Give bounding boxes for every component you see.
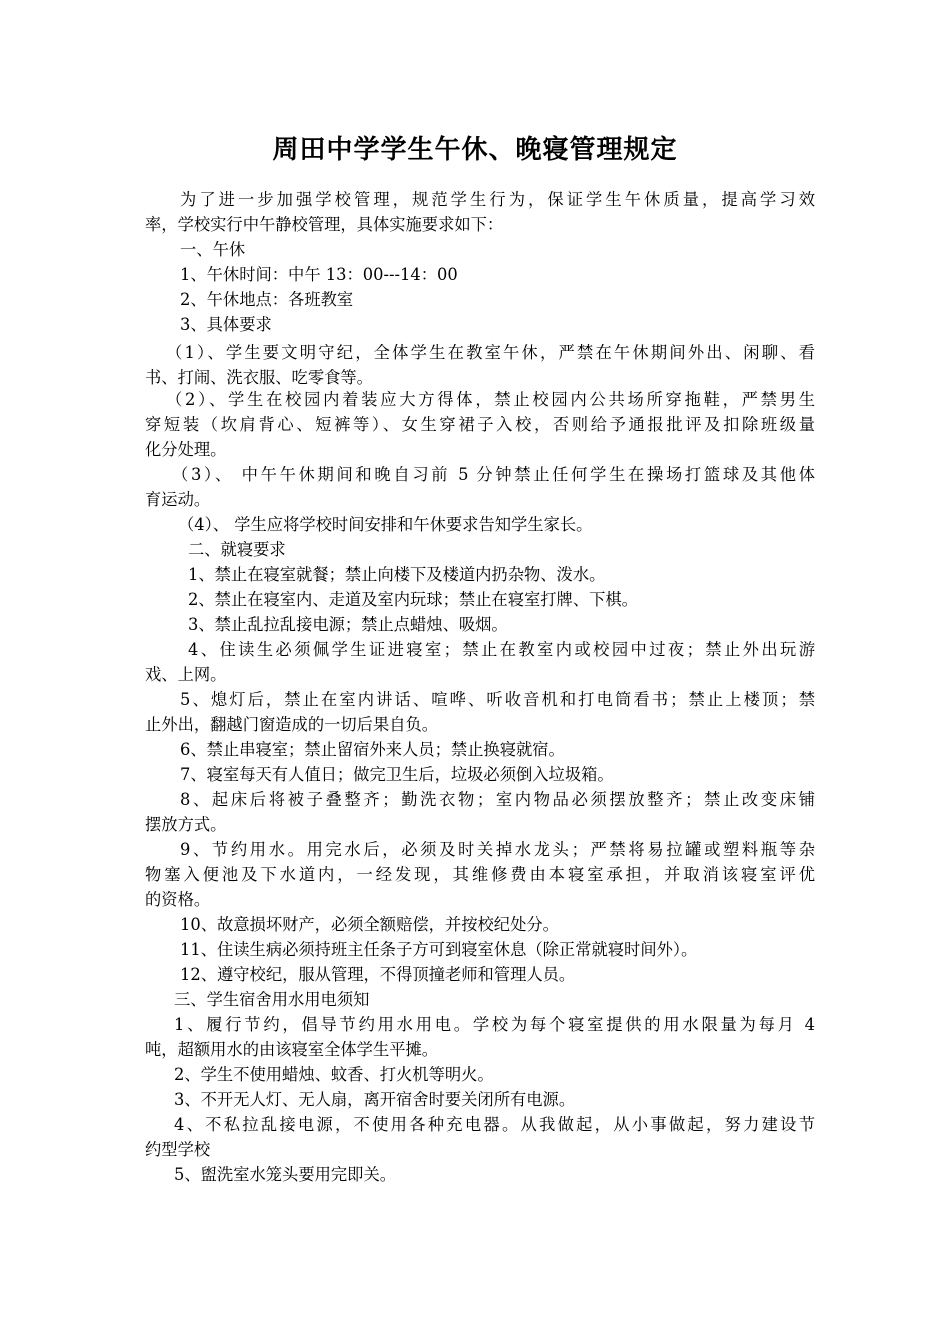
paragraph-line: 12、遵守校纪，服从管理，不得顶撞老师和管理人员。: [180, 965, 576, 984]
paragraph-line: 5、盥洗室水笼头要用完即关。: [174, 1165, 397, 1184]
paragraph-line: （2）、学生在校园内着装应大方得体，禁止校园内公共场所穿拖鞋，严禁男生: [166, 390, 815, 409]
paragraph-line: 6、禁止串寝室；禁止留宿外来人员；禁止换寝就宿。: [180, 740, 565, 759]
paragraph-line: 9、节约用水。用完水后，必须及时关掉水龙头；严禁将易拉罐或塑料瓶等杂: [180, 840, 815, 859]
paragraph-line: 的资格。: [145, 890, 211, 909]
paragraph-line: 11、住读生病必须持班主任条子方可到寝室休息（除正常就寝时间外）。: [180, 940, 698, 959]
paragraph-line: 8、起床后将被子叠整齐；勤洗衣物；室内物品必须摆放整齐；禁止改变床铺: [180, 790, 815, 809]
paragraph-line: 4、不私拉乱接电源，不使用各种充电器。从我做起，从小事做起，努力建设节: [174, 1115, 815, 1134]
paragraph-line: 止外出，翻越门窗造成的一切后果自负。: [145, 715, 439, 734]
paragraph-line: 5、熄灯后，禁止在室内讲话、喧哗、听收音机和打电筒看书；禁止上楼顶；禁: [180, 690, 815, 709]
paragraph-line: 3、不开无人灯、无人扇，离开宿舍时要关闭所有电源。: [174, 1090, 576, 1109]
paragraph-line: 1、禁止在寝室就餐；禁止向楼下及楼道内扔杂物、泼水。: [188, 565, 606, 584]
paragraph-line: 穿短装（坎肩背心、短裤等）、女生穿裙子入校，否则给予通报批评及扣除班级量: [145, 415, 815, 434]
paragraph-line: 物塞入便池及下水道内，一经发现，其维修费由本寝室承担，并取消该寝室评优: [145, 865, 815, 884]
paragraph-line: 摆放方式。: [145, 815, 227, 834]
paragraph-line: 3、禁止乱拉乱接电源；禁止点蜡烛、吸烟。: [188, 615, 508, 634]
paragraph-line: 3、具体要求: [180, 315, 272, 334]
paragraph-line: 戏、上网。: [145, 665, 227, 684]
paragraph-line: 1、履行节约，倡导节约用水用电。学校为每个寝室提供的用水限量为每月 4: [174, 1015, 815, 1034]
document-title: 周田中学学生午休、晚寝管理规定: [272, 135, 678, 165]
paragraph-line: 7、寝室每天有人值日；做完卫生后，垃圾必须倒入垃圾箱。: [180, 765, 614, 784]
paragraph-line: 书、打闹、洗衣服、吃零食等。: [145, 368, 373, 387]
paragraph-line: （1）、学生要文明守纪，全体学生在教室午休，严禁在午休期间外出、闲聊、看: [166, 343, 815, 362]
section-heading: 一、午休: [180, 240, 246, 259]
paragraph-line: 4、住读生必须佩学生证进寝室；禁止在教室内或校园中过夜；禁止外出玩游: [188, 640, 815, 659]
paragraph-line: （4）、 学生应将学校时间安排和午休要求告知学生家长。: [178, 515, 593, 534]
paragraph-line: 10、故意损坏财产，必须全额赔偿，并按校纪处分。: [180, 915, 559, 934]
paragraph-line: 化分处理。: [145, 440, 227, 459]
paragraph-line: 吨，超额用水的由该寝室全体学生平摊。: [145, 1040, 439, 1059]
section-heading: 三、学生宿舍用水用电须知: [174, 990, 370, 1009]
paragraph-line: 率，学校实行中午静校管理，具体实施要求如下：: [145, 215, 504, 234]
section-heading: 二、就寝要求: [188, 540, 286, 559]
paragraph-line: 育运动。: [145, 490, 211, 509]
paragraph-line: 2、禁止在寝室内、走道及室内玩球；禁止在寝室打牌、下棋。: [188, 590, 638, 609]
paragraph-line: （3）、 中午午休期间和晚自习前 5 分钟禁止任何学生在操场打篮球及其他体: [172, 465, 815, 484]
paragraph-line: 2、学生不使用蜡烛、蚊香、打火机等明火。: [174, 1065, 494, 1084]
paragraph-line: 2、午休地点：各班教室: [180, 290, 354, 309]
paragraph-line: 约型学校: [145, 1140, 211, 1159]
paragraph-line: 为了进一步加强学校管理，规范学生行为，保证学生午休质量，提高学习效: [180, 190, 815, 209]
paragraph-line: 1、午休时间：中午 13：00---14：00: [180, 265, 458, 284]
